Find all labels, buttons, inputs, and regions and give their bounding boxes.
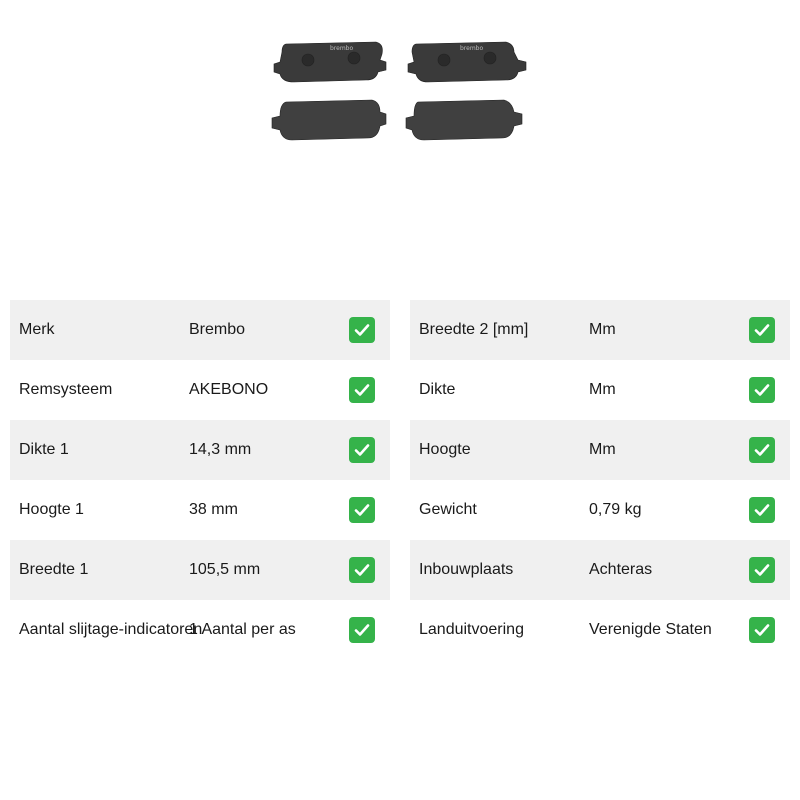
spec-value: AKEBONO [189, 381, 269, 398]
spec-label: Dikte [419, 381, 456, 398]
check-mark-icon [749, 377, 775, 403]
spec-label: Inbouwplaats [419, 561, 514, 578]
spec-row [410, 420, 790, 480]
spec-row [10, 360, 390, 420]
spec-row [10, 300, 390, 360]
spec-row [410, 360, 790, 420]
spec-label: Merk [19, 321, 55, 338]
check-mark-icon [749, 317, 775, 343]
spec-value: Mm [589, 441, 616, 458]
check-mark-icon [749, 617, 775, 643]
spec-row [10, 480, 390, 540]
spec-label: Hoogte 1 [19, 501, 84, 518]
spec-row [410, 600, 790, 660]
spec-label: Gewicht [419, 501, 477, 518]
spec-row [410, 300, 790, 360]
spec-value: Achteras [589, 561, 653, 578]
specs-table-right [410, 300, 790, 660]
spec-value: 14,3 mm [189, 441, 252, 458]
spec-label: Aantal slijtage-indicatoren [19, 621, 203, 638]
spec-value: 38 mm [189, 501, 238, 518]
check-mark-icon [749, 437, 775, 463]
specs-table-left [10, 300, 390, 660]
spec-value: Verenigde Staten [589, 621, 712, 638]
spec-row [410, 480, 790, 540]
spec-value: Mm [589, 321, 616, 338]
spec-label: Remsysteem [19, 381, 113, 398]
spec-value: Mm [589, 381, 616, 398]
spec-row [10, 600, 390, 660]
check-mark-icon [349, 437, 375, 463]
spec-row [410, 540, 790, 600]
check-mark-icon [749, 557, 775, 583]
spec-value: 105,5 mm [189, 561, 261, 578]
spec-label: Dikte 1 [19, 441, 69, 458]
spec-value: 1 Aantal per as [189, 621, 296, 638]
check-mark-icon [349, 617, 375, 643]
spec-label: Breedte 2 [mm] [419, 321, 529, 338]
check-mark-icon [349, 377, 375, 403]
spec-value: 0,79 kg [589, 501, 642, 518]
spec-value: Brembo [189, 321, 246, 338]
check-mark-icon [349, 557, 375, 583]
check-mark-icon [349, 317, 375, 343]
check-mark-icon [749, 497, 775, 523]
check-mark-icon [349, 497, 375, 523]
brake-pads-image [268, 36, 530, 146]
spec-row [10, 540, 390, 600]
brand-marking: brembo [330, 45, 354, 52]
spec-label: Breedte 1 [19, 561, 89, 578]
spec-row [10, 420, 390, 480]
spec-label: Landuitvoering [419, 621, 524, 638]
spec-label: Hoogte [419, 441, 471, 458]
brand-marking: brembo [460, 45, 484, 52]
